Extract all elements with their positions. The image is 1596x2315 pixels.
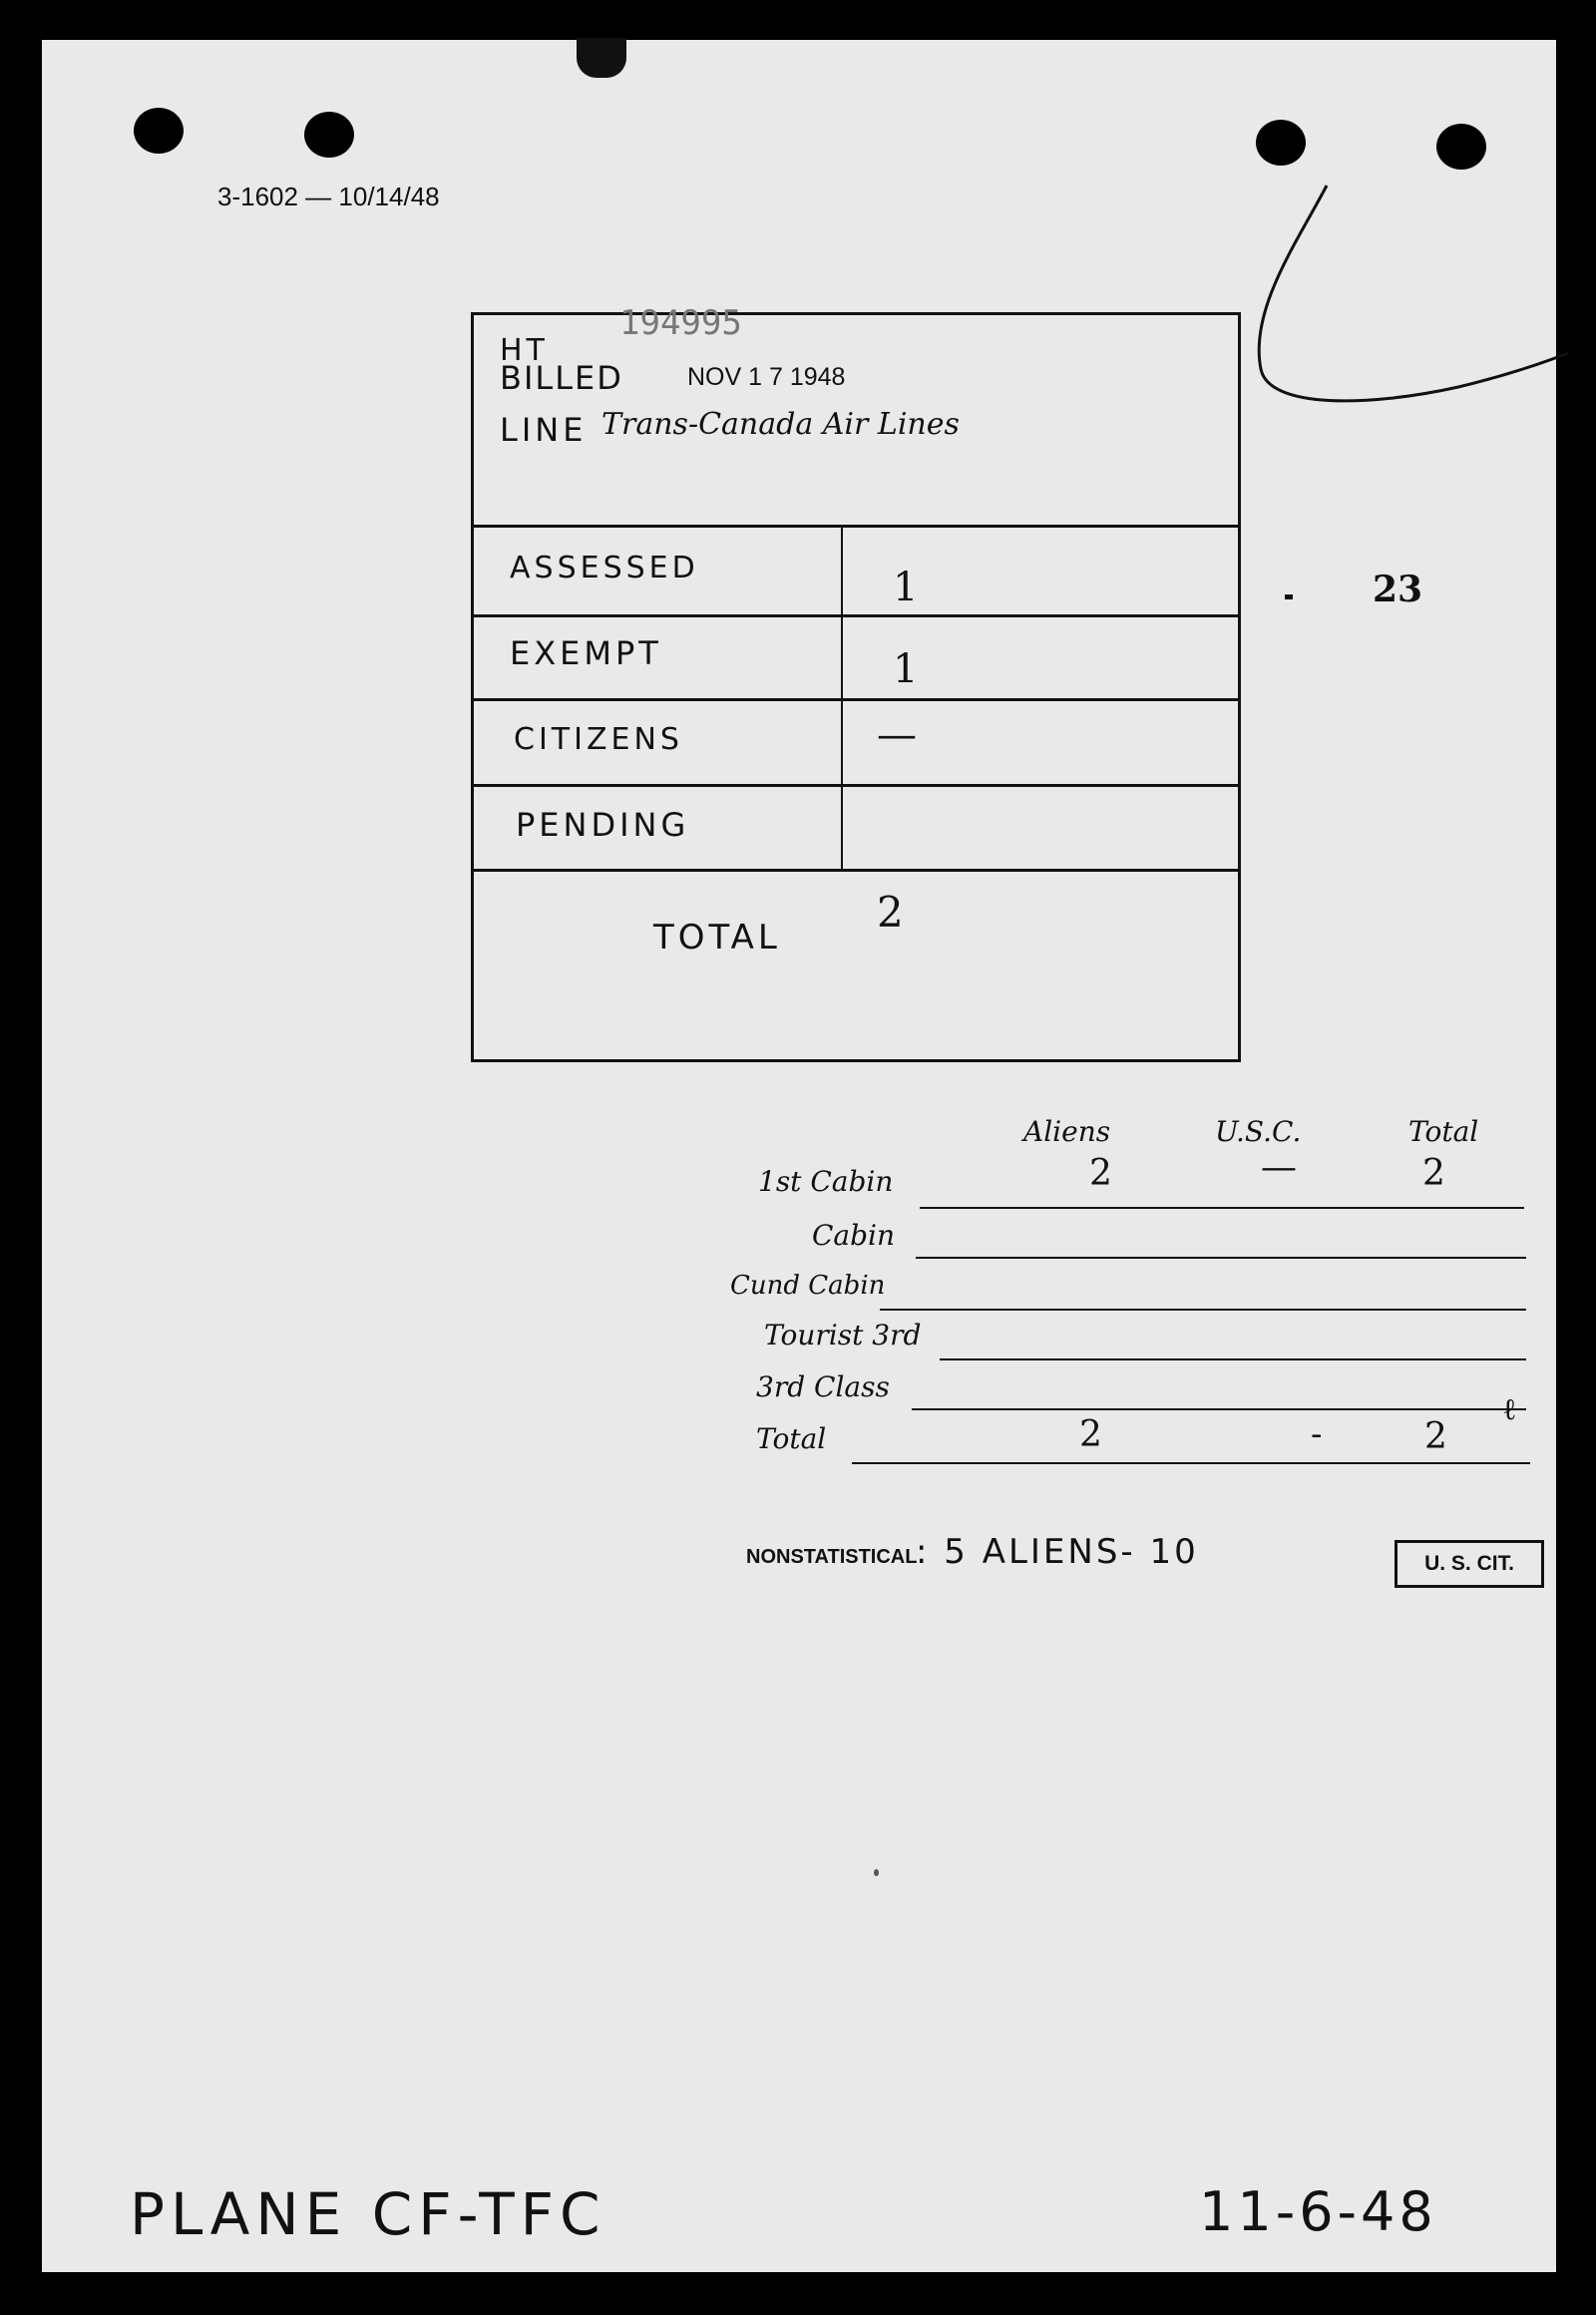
exempt-label: EXEMPT [510,634,662,672]
margin-mark: ℓ [1502,1392,1517,1427]
punch-hole [304,112,354,158]
line-value: Trans-Canada Air Lines [601,407,960,442]
speck [874,1869,879,1876]
col-header-aliens: Aliens [1023,1115,1111,1148]
footer-date: 11-6-48 [1199,2180,1437,2243]
file-reference: 3-1602 — 10/14/48 [217,182,440,211]
serial-stamp: 194995 [619,303,742,343]
total-aliens: 2 [1079,1414,1102,1455]
nonstatistical-value: : 5 ALIENS- 10 [916,1532,1199,1572]
row-label-3rd-class: 3rd Class [756,1370,890,1403]
paper-clip-mark [577,38,626,78]
total-total: 2 [1424,1416,1447,1457]
row-label-tourist-3rd: Tourist 3rd [764,1319,922,1351]
citizens-value: — [877,712,917,758]
billing-box [471,303,1241,1062]
row-label-total: Total [756,1422,827,1455]
plane-id: PLANE CF-TFC [130,2180,606,2248]
assessed-label: ASSESSED [510,551,699,585]
row-label-1st-cabin: 1st Cabin [758,1165,894,1198]
total-label: TOTAL [653,918,781,958]
1st-cabin-usc: — [1261,1147,1297,1188]
pending-label: PENDING [516,806,690,844]
nonstatistical-label: NONSTATISTICAL [746,1546,918,1568]
date-stamp: NOV 1 7 1948 [687,363,846,391]
billed-label: BILLED [500,359,623,397]
line-label: LINE [500,411,588,449]
us-cit-badge: U. S. CIT. [1395,1540,1544,1588]
side-number: 23 [1373,569,1423,610]
row-label-cund-cabin: Cund Cabin [730,1271,886,1301]
citizens-label: CITIZENS [514,722,683,757]
row-label-cabin: Cabin [812,1219,896,1252]
total-usc: - [1311,1414,1323,1454]
pen-stroke [1209,140,1568,499]
assessed-value: 1 [893,565,919,610]
ht-label: HT [500,333,549,368]
1st-cabin-aliens: 2 [1089,1153,1112,1194]
col-header-usc: U.S.C. [1215,1115,1302,1148]
col-header-total: Total [1408,1115,1479,1148]
document-page [42,40,1556,2272]
exempt-value: 1 [893,646,919,692]
total-value: 2 [877,888,904,937]
dot-mark [1285,594,1293,599]
punch-hole [134,108,184,154]
1st-cabin-total: 2 [1422,1153,1445,1194]
